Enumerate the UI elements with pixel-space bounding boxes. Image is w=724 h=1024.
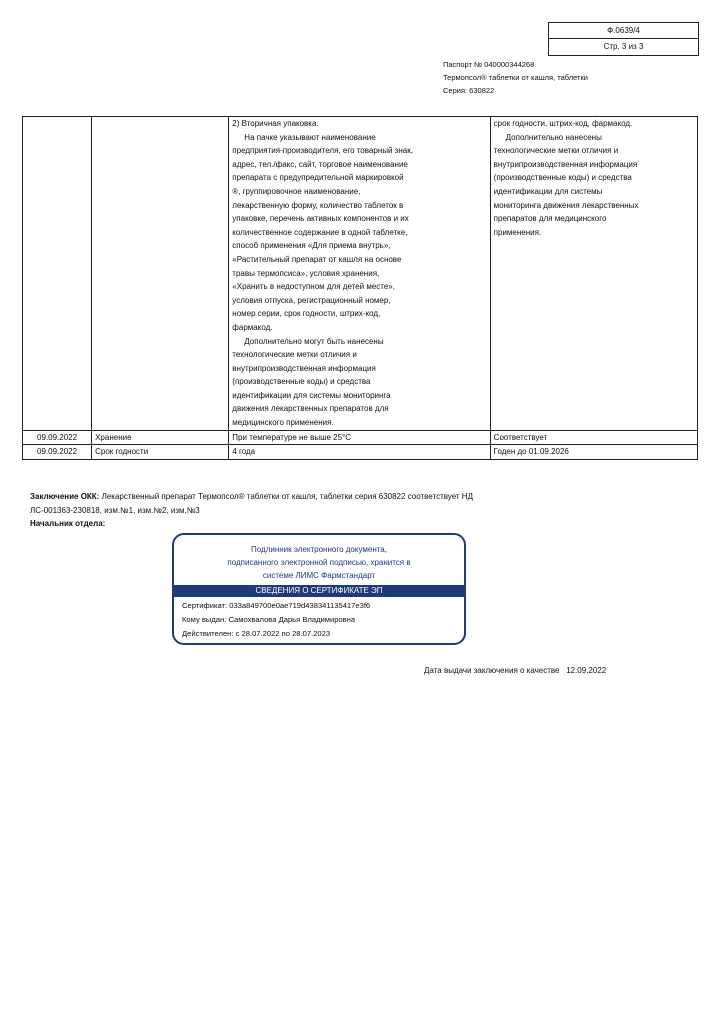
valid-row bbox=[174, 627, 464, 641]
text-line: условия отпуска, регистрационный номер, bbox=[232, 295, 391, 305]
text-line: На пачке указывают наименование bbox=[244, 132, 376, 142]
issued-value: Самохвалова Дарья Владимировна bbox=[228, 615, 356, 624]
issue-date-line bbox=[424, 666, 606, 675]
stamp-line: системе ЛИМС Фармстандарт bbox=[262, 571, 376, 580]
table-row bbox=[23, 430, 698, 445]
issued-to-row bbox=[174, 613, 464, 627]
form-code: Ф.0639/4 bbox=[549, 23, 698, 39]
packaging-requirement-text bbox=[232, 117, 486, 430]
text-line: идентификации для системы мониторинга bbox=[232, 390, 391, 400]
text-line: технологические метки отличия и bbox=[232, 350, 357, 360]
text-line: внутрипроизводственная информация bbox=[232, 363, 376, 373]
conclusion-text: Лекарственный препарат Термопсол® таблетки от кашля, таблетки серия 630822 соответствует НД bbox=[99, 492, 473, 501]
text-line: 2) Вторичная упаковка. bbox=[232, 119, 319, 128]
row-result: Годен до 01.09.2026 bbox=[490, 445, 697, 460]
text-line: Дополнительно нанесены bbox=[505, 132, 602, 142]
certificate-value: 033a849700e0ae719d438341135417e3f6 bbox=[229, 601, 371, 610]
row-name: Хранение bbox=[92, 430, 229, 445]
certificate-label: Сертификат: bbox=[182, 601, 228, 610]
text-line: технологические метки отличия и bbox=[493, 146, 619, 156]
text-line: движения лекарственных препаратов для bbox=[232, 404, 389, 414]
certificate-row bbox=[174, 599, 464, 613]
table-cell-result bbox=[490, 117, 697, 431]
text-line: количественное содержание в одной таблетке, bbox=[232, 227, 408, 237]
text-line: применения. bbox=[493, 227, 542, 237]
series-number: Серия: 630822 bbox=[443, 86, 495, 95]
text-line: способ применения «Для приема внутрь», bbox=[232, 241, 391, 251]
conclusion bbox=[30, 490, 590, 518]
text-line: мониторинга движения лекарственных bbox=[493, 200, 639, 210]
text-line: срок годности, штрих-код, фармакод. bbox=[493, 119, 633, 128]
text-line: фармакод. bbox=[232, 322, 273, 332]
table-cell-name bbox=[92, 117, 229, 431]
text-line: «Растительный препарат от кашля на основе bbox=[232, 254, 402, 264]
text-line: препаратов для медицинского bbox=[493, 214, 607, 224]
text-line: (производственные коды) и средства bbox=[232, 377, 371, 387]
valid-label: Действителен: bbox=[182, 629, 234, 638]
text-line: упаковке, перечень активных компонентов и их bbox=[232, 214, 409, 224]
table-row bbox=[23, 117, 698, 431]
row-date: 09.09.2022 bbox=[23, 430, 92, 445]
issue-date-label: Дата выдачи заключения о качестве bbox=[424, 666, 560, 675]
electronic-signature-stamp bbox=[172, 533, 466, 645]
stamp-header bbox=[174, 543, 464, 582]
row-date: 09.09.2022 bbox=[23, 445, 92, 460]
text-line: препарата с предупредительной маркировкой bbox=[232, 173, 404, 183]
test-results-table bbox=[22, 116, 698, 460]
text-line: номер серии, срок годности, штрих-код, bbox=[232, 309, 381, 319]
row-name: Срок годности bbox=[92, 445, 229, 460]
text-line: медицинского применения. bbox=[232, 418, 334, 428]
conclusion-text-2: ЛС-001363-230818, изм.№1, изм.№2, изм.№3 bbox=[30, 506, 200, 515]
packaging-result-text bbox=[494, 117, 694, 239]
text-line: ®, группировочное наименование, bbox=[232, 186, 361, 196]
stamp-line: Подлинник электронного документа, bbox=[251, 545, 387, 554]
issue-date-value: 12.09.2022 bbox=[566, 666, 607, 675]
text-line: предприятия-производителя, его товарный знак, bbox=[232, 146, 413, 156]
text-line: лекарственную форму, количество таблеток в bbox=[232, 200, 404, 210]
passport-number: Паспорт № 040000344268 bbox=[443, 60, 535, 69]
conclusion-label: Заключение ОКК: bbox=[30, 492, 100, 501]
form-code-box bbox=[548, 22, 699, 56]
valid-value: с 28.07.2022 по 28.07.2023 bbox=[235, 629, 331, 638]
product-name: Термопсол® таблетки от кашля, таблетки bbox=[443, 73, 588, 82]
table-row bbox=[23, 445, 698, 460]
department-head-label: Начальник отдела: bbox=[30, 519, 106, 528]
issued-label: Кому выдан: bbox=[182, 615, 227, 624]
stamp-line: подписанного электронной подписью, хранится в bbox=[227, 558, 411, 567]
table-cell-requirement bbox=[229, 117, 490, 431]
passport-header bbox=[443, 58, 588, 97]
row-requirement: 4 года bbox=[229, 445, 490, 460]
text-line: адрес, тел./факс, сайт, торговое наименование bbox=[232, 159, 408, 169]
text-line: Дополнительно могут быть нанесены bbox=[244, 336, 384, 346]
row-requirement: При температуре не выше 25°С bbox=[229, 430, 490, 445]
row-result: Соответствует bbox=[490, 430, 697, 445]
table-cell-date bbox=[23, 117, 92, 431]
page-number: Стр. 3 из 3 bbox=[603, 42, 644, 51]
text-line: (производственные коды) и средства bbox=[493, 173, 632, 183]
text-line: «Хранить в недоступном для детей месте», bbox=[232, 282, 395, 292]
text-line: травы термопсиса», условия хранения, bbox=[232, 268, 380, 278]
text-line: идентификации для системы bbox=[493, 186, 603, 196]
text-line: внутрипроизводственная информация bbox=[493, 159, 638, 169]
certificate-band: СВЕДЕНИЯ О СЕРТИФИКАТЕ ЭП bbox=[174, 585, 464, 597]
